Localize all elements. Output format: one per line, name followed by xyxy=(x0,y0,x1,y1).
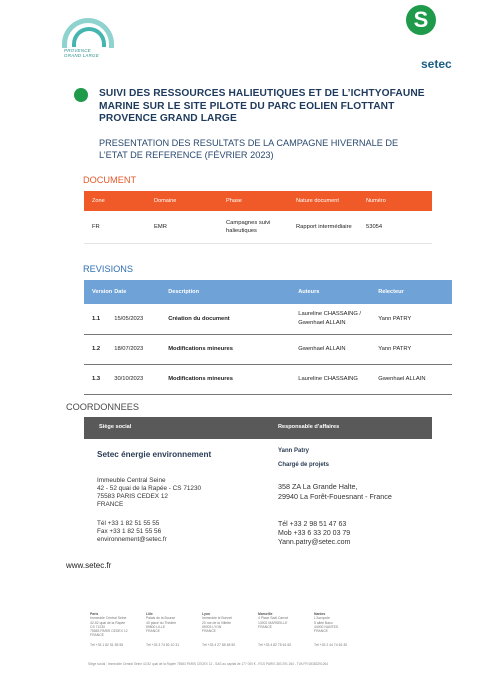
cell-domaine: EMR xyxy=(146,211,218,243)
table-row xyxy=(84,364,452,394)
coordonnees-header-bar xyxy=(84,417,432,439)
office-line: 42-52 quai de la Rapée xyxy=(90,620,126,625)
cell-description: Modifications mineures xyxy=(160,364,290,394)
office-tel: Tél +33 2 44 74 63 30 xyxy=(314,642,348,647)
siege-social-label: Siège social xyxy=(99,424,132,430)
revisions-table-header xyxy=(84,280,452,304)
cell-version: 1.1 xyxy=(84,304,112,334)
footer-office-marseille xyxy=(258,612,291,647)
office-line: 69003 LYON xyxy=(202,624,222,629)
office-line: 5 allée Baco xyxy=(314,620,333,625)
address-line: 42 - 52 quai de la Rapée - CS 71230 xyxy=(97,485,202,492)
contact-role: Chargé de projets xyxy=(278,462,330,468)
office-city: Marseille xyxy=(258,612,273,616)
footer-legal: Siège social : Immeuble Central Seine 42-52 quai de la Rapée 75583 PARIS CEDEX 12 - SAS au capital de 177 000 € - RCS PARIS 383 291 264 - TVA FR 08383291264 xyxy=(88,662,329,666)
table-row xyxy=(84,334,452,364)
address-line: 75583 PARIS CEDEX 12 xyxy=(97,493,168,500)
footer-office-lille xyxy=(146,612,179,647)
col-numero: Numéro xyxy=(358,191,432,211)
responsable-label: Responsable d’affaires xyxy=(278,424,340,430)
document-title: SUIVI DES RESSOURCES HALIEUTIQUES ET DE L’ICHTYOFAUNE MARINE SUR LE SITE PILOTE DU PARC EOLIEN FLOTTANT PROVENCE GRAND LARGE xyxy=(99,88,425,124)
company-email[interactable]: environnement@setec.fr xyxy=(97,536,167,543)
col-description: Description xyxy=(160,280,290,304)
office-tel: Tél +33 4 27 85 48 50 xyxy=(202,642,236,647)
cell-relecteur: Yann PATRY xyxy=(370,334,452,364)
office-city: Nantes xyxy=(314,612,326,616)
company-fax: Fax +33 1 82 51 55 56 xyxy=(97,528,162,535)
cell-version: 1.2 xyxy=(84,334,112,364)
logo-wordmark-line: PROVENCE xyxy=(64,48,91,53)
company-contact xyxy=(97,520,167,544)
office-line: 20 rue de la Villette xyxy=(202,620,231,625)
cell-numero: 53054 xyxy=(358,211,432,243)
cell-nature: Rapport intermédiaire xyxy=(288,211,358,243)
office-line: L'Acropole xyxy=(314,616,330,621)
col-relecteur: Relecteur xyxy=(370,280,452,304)
col-phase: Phase xyxy=(218,191,288,211)
document-subtitle: PRESENTATION DES RESULTATS DE LA CAMPAGNE HIVERNALE DE L’ETAT DE REFERENCE (FÉVRIER 2023) xyxy=(99,138,399,160)
col-date: Date xyxy=(112,280,160,304)
green-dot-icon xyxy=(74,88,88,102)
document-table xyxy=(84,191,432,244)
office-line: FRANCE xyxy=(202,629,216,634)
logo-wordmark xyxy=(64,48,99,58)
cell-auteurs: Laureline CHASSAING / Gwenhael ALLAIN xyxy=(290,304,370,334)
address-line: FRANCE xyxy=(97,501,124,508)
cell-description: Création du document xyxy=(160,304,290,334)
address-line: Immeuble Central Seine xyxy=(97,477,166,484)
cell-version: 1.3 xyxy=(84,364,112,394)
cell-auteurs: Gwenhael ALLAIN xyxy=(290,334,370,364)
footer-office-nantes xyxy=(314,612,347,647)
cell-date: 30/10/2023 xyxy=(112,364,160,394)
company-tel: Tél +33 1 82 51 55 55 xyxy=(97,520,160,527)
document-heading: DOCUMENT xyxy=(83,175,137,185)
office-line: 75583 PARIS CEDEX 12 xyxy=(90,629,128,634)
cell-zone: FR xyxy=(84,211,146,243)
office-line: FRANCE xyxy=(90,633,104,638)
footer-office-paris xyxy=(90,612,128,647)
office-tel: Tél +33 1 82 51 55 55 xyxy=(90,642,124,647)
footer-office-lyon xyxy=(202,612,235,647)
cell-auteurs: Laureline CHASSAING xyxy=(290,364,370,394)
office-line: FRANCE xyxy=(314,629,328,634)
col-nature: Nature document xyxy=(288,191,358,211)
revisions-table xyxy=(84,280,452,395)
col-auteurs: Auteurs xyxy=(290,280,370,304)
coordonnees-heading: COORDONNEES xyxy=(66,402,139,412)
office-city: Lyon xyxy=(202,612,210,616)
company-name: Setec énergie environnement xyxy=(97,450,212,459)
table-row xyxy=(84,211,432,243)
contact-address-line: 358 ZA La Grande Halte, xyxy=(278,482,358,491)
office-line: Immeuble le Bonnel xyxy=(202,616,232,621)
office-city: Paris xyxy=(90,612,99,616)
office-line: FRANCE xyxy=(258,624,272,629)
cell-phase: Campagnes suivi halieutiques xyxy=(218,211,288,243)
contact-tel: Tél +33 2 98 51 47 63 xyxy=(278,521,347,528)
office-line: 44000 NANTES xyxy=(314,624,339,629)
col-zone: Zone xyxy=(84,191,146,211)
website-link[interactable]: www.setec.fr xyxy=(66,561,112,570)
office-tel: Tél +33 4 82 75 61 60 xyxy=(258,642,292,647)
logo-wordmark-line: GRAND LARGE xyxy=(64,53,99,58)
document-table-header xyxy=(84,191,432,211)
office-city: Lille xyxy=(146,612,153,616)
contact-mob: Mob +33 6 33 20 03 79 xyxy=(278,530,351,537)
company-address xyxy=(97,477,201,509)
office-tel: Tél +33 3 74 82 10 31 xyxy=(146,642,180,647)
col-domaine: Domaine xyxy=(146,191,218,211)
contact-details xyxy=(278,520,350,547)
revisions-heading: REVISIONS xyxy=(83,264,134,274)
office-line: 59800 LILLE xyxy=(146,624,166,629)
office-line: 40 place du Théâtre xyxy=(146,620,177,625)
setec-wordmark: setec xyxy=(421,57,452,71)
office-line: Palais de la Bourse xyxy=(146,616,176,621)
contact-name: Yann Patry xyxy=(278,448,310,454)
cell-date: 15/05/2023 xyxy=(112,304,160,334)
office-line: Immeuble Central Seine xyxy=(90,616,127,621)
col-version: Version xyxy=(84,280,112,304)
office-line: 13002 MARSEILLE xyxy=(258,620,288,625)
cell-description: Modifications mineures xyxy=(160,334,290,364)
cell-relecteur: Gwenhael ALLAIN xyxy=(370,364,452,394)
setec-logo xyxy=(403,5,463,71)
office-line: 4 Place Sadi Carnot xyxy=(258,616,289,621)
footer-offices xyxy=(88,612,418,657)
cell-relecteur: Yann PATRY xyxy=(370,304,452,334)
table-row xyxy=(84,304,452,334)
contact-email[interactable]: Yann.patry@setec.com xyxy=(278,539,351,546)
contact-address xyxy=(278,482,392,501)
setec-s-icon: S xyxy=(406,5,436,35)
provence-grand-large-logo xyxy=(58,18,118,64)
contact-address-line: 29940 La Forêt-Fouesnant - France xyxy=(278,491,392,501)
office-line: CS 71230 xyxy=(90,624,106,629)
office-line: FRANCE xyxy=(146,629,160,634)
cell-date: 18/07/2023 xyxy=(112,334,160,364)
